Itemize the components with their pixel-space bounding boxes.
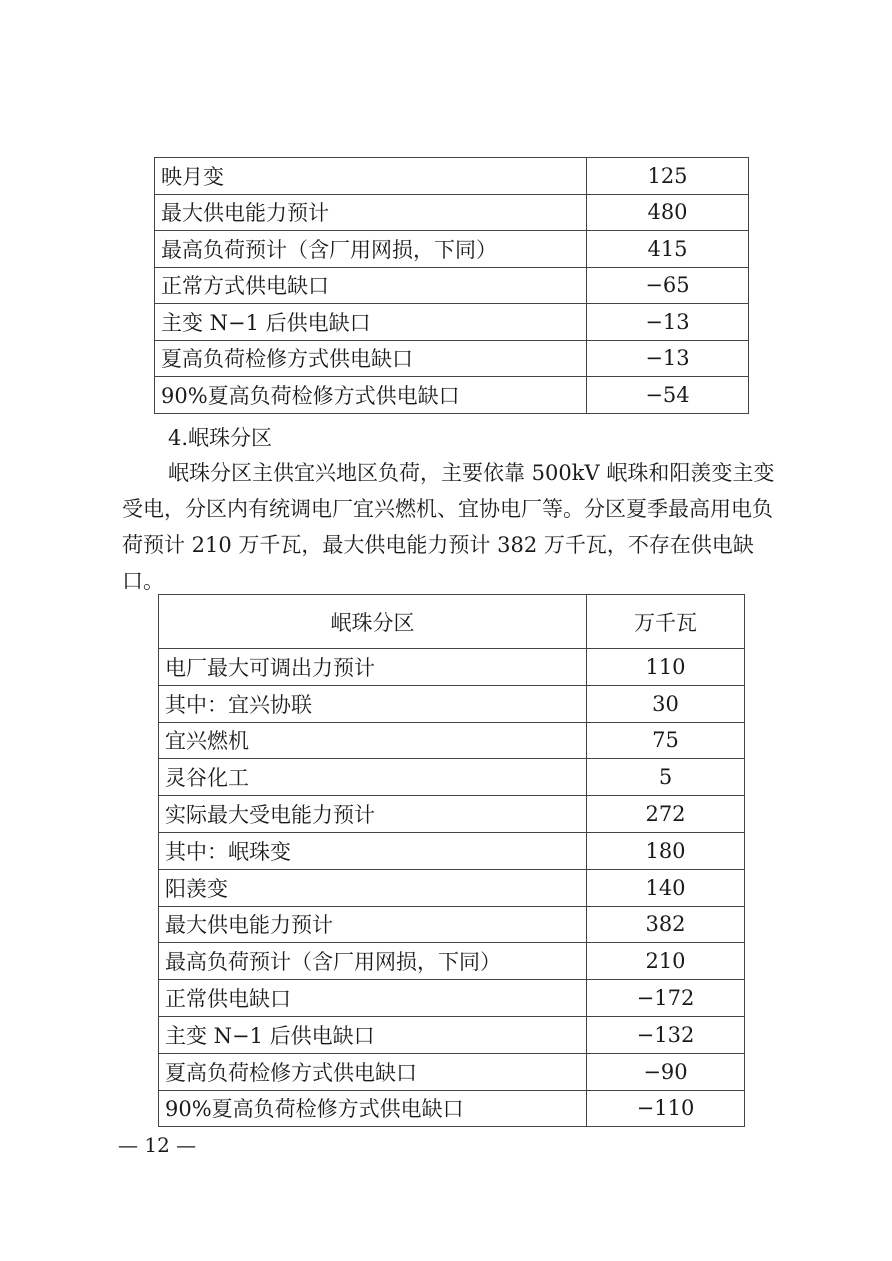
row-value: −13 (587, 304, 749, 341)
row-value: −54 (587, 377, 749, 414)
row-label: 正常供电缺口 (159, 980, 587, 1017)
table-row (155, 377, 749, 414)
row-label: 90%夏高负荷检修方式供电缺口 (155, 377, 587, 414)
row-label: 映月变 (155, 158, 587, 195)
table-row (159, 1016, 745, 1053)
row-value: −172 (587, 980, 745, 1017)
row-label: 主变 N−1 后供电缺口 (159, 1016, 587, 1053)
row-label: 最高负荷预计（含厂用网损，下同） (155, 231, 587, 268)
table-row (159, 796, 745, 833)
row-label: 最高负荷预计（含厂用网损，下同） (159, 943, 587, 980)
table-row (155, 194, 749, 231)
section-paragraph (122, 455, 792, 599)
row-label: 夏高负荷检修方式供电缺口 (159, 1053, 587, 1090)
table-row (159, 906, 745, 943)
header-unit: 万千瓦 (587, 595, 745, 649)
row-label: 正常方式供电缺口 (155, 267, 587, 304)
table-row (159, 980, 745, 1017)
row-label: 实际最大受电能力预计 (159, 796, 587, 833)
row-label: 灵谷化工 (159, 759, 587, 796)
row-value: 210 (587, 943, 745, 980)
row-value: 180 (587, 832, 745, 869)
row-value: 30 (587, 685, 745, 722)
table-row (159, 943, 745, 980)
paragraph-text: 岷珠分区主供宜兴地区负荷，主要依靠 500kV 岷珠和阳羡变主变受电，分区内有统调电厂宜兴燃机、宜协电厂等。分区夏季最高用电负荷预计 210 万千瓦，最大供电能力预计 382 万千瓦，不存在供电缺口。 (122, 461, 775, 593)
row-value: 382 (587, 906, 745, 943)
table-row (155, 158, 749, 195)
row-label: 最大供电能力预计 (159, 906, 587, 943)
row-label: 宜兴燃机 (159, 722, 587, 759)
table-row (155, 304, 749, 341)
row-value: −65 (587, 267, 749, 304)
row-value: 480 (587, 194, 749, 231)
page-number: — 12 — (118, 1133, 197, 1157)
table-power-supply-1 (154, 157, 749, 414)
row-value: 125 (587, 158, 749, 195)
row-value: −110 (587, 1090, 745, 1127)
table-row (159, 649, 745, 686)
table-row (159, 869, 745, 906)
row-label: 阳羡变 (159, 869, 587, 906)
row-label: 主变 N−1 后供电缺口 (155, 304, 587, 341)
row-label: 90%夏高负荷检修方式供电缺口 (159, 1090, 587, 1127)
row-value: 5 (587, 759, 745, 796)
row-label: 其中：宜兴协联 (159, 685, 587, 722)
table-row (155, 340, 749, 377)
header-label: 岷珠分区 (159, 595, 587, 649)
table2-body (159, 595, 745, 1127)
row-value: 140 (587, 869, 745, 906)
table-header-row (159, 595, 745, 649)
row-value: 75 (587, 722, 745, 759)
row-value: 415 (587, 231, 749, 268)
row-value: −132 (587, 1016, 745, 1053)
section-heading: 4.岷珠分区 (168, 426, 273, 450)
row-label: 最大供电能力预计 (155, 194, 587, 231)
table-row (159, 722, 745, 759)
table-minzhu-district (158, 594, 745, 1127)
row-value: −13 (587, 340, 749, 377)
table1-body (155, 158, 749, 414)
table-row (159, 759, 745, 796)
row-value: 272 (587, 796, 745, 833)
table-row (155, 267, 749, 304)
row-value: −90 (587, 1053, 745, 1090)
row-value: 110 (587, 649, 745, 686)
row-label: 其中：岷珠变 (159, 832, 587, 869)
table-row (155, 231, 749, 268)
row-label: 夏高负荷检修方式供电缺口 (155, 340, 587, 377)
table-row (159, 1090, 745, 1127)
table-row (159, 685, 745, 722)
row-label: 电厂最大可调出力预计 (159, 649, 587, 686)
table-row (159, 832, 745, 869)
table-row (159, 1053, 745, 1090)
